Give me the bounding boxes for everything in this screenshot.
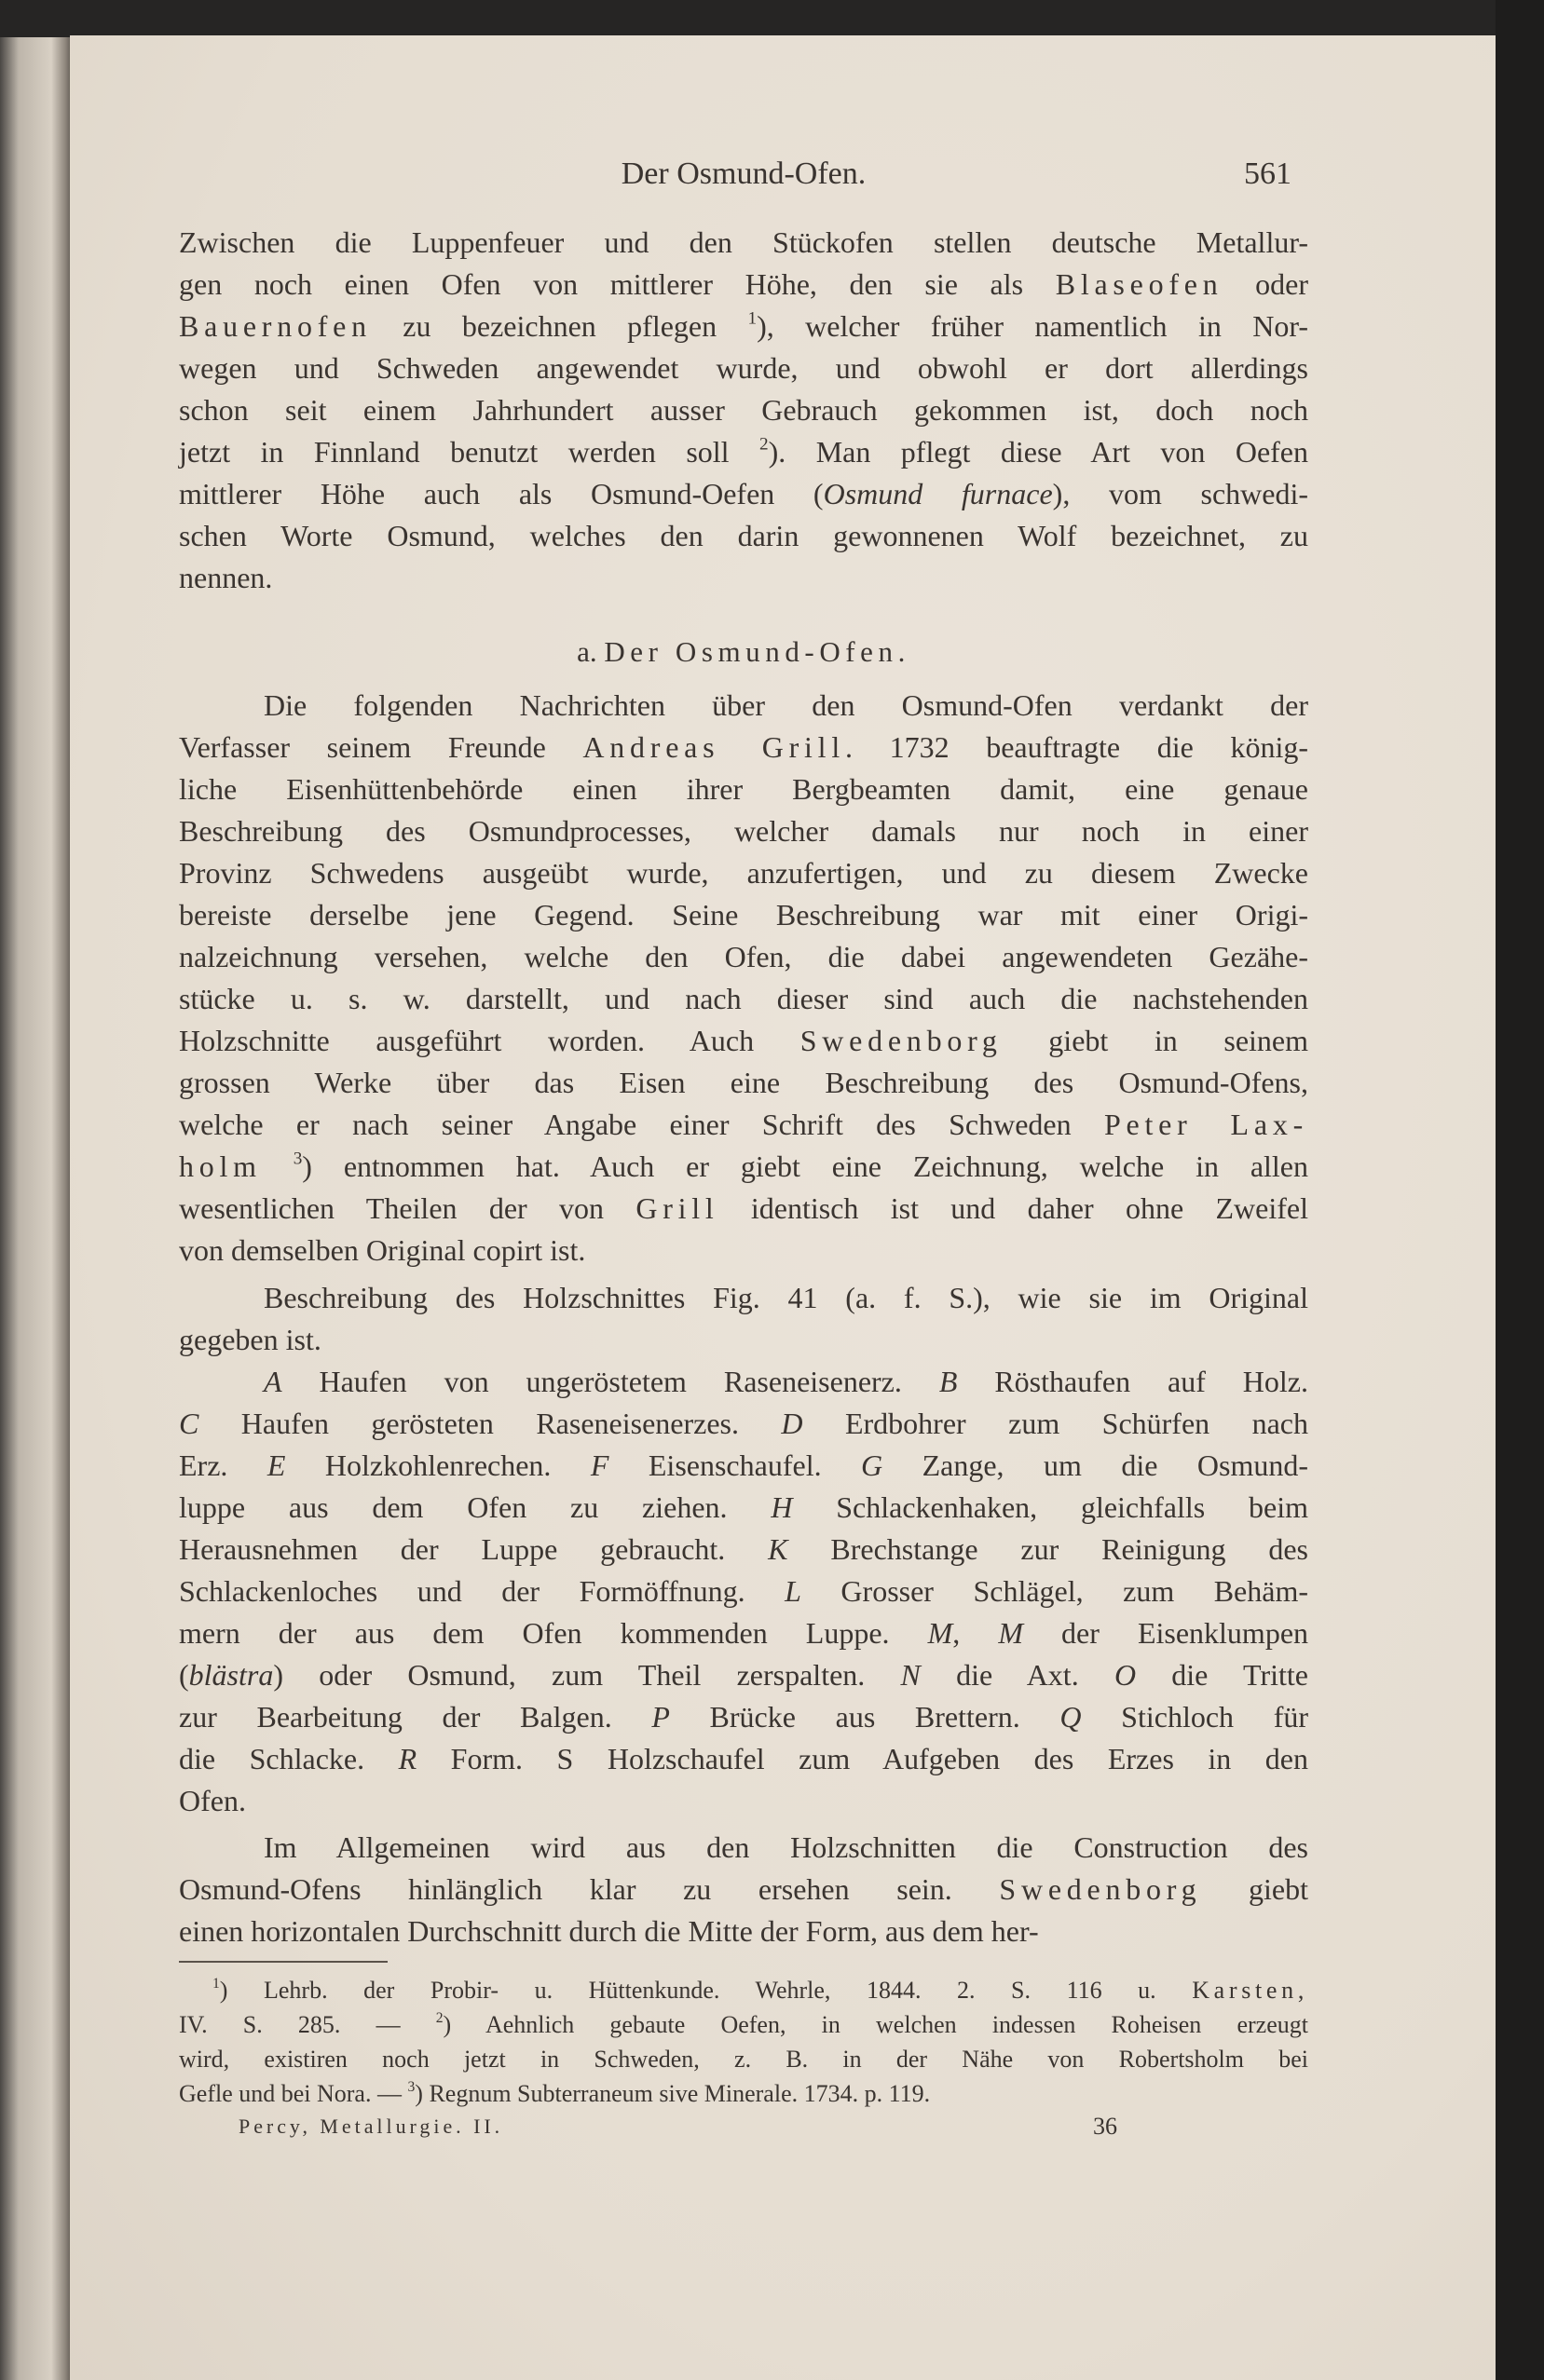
spaced-name: Karsten, (1192, 1977, 1308, 2004)
text-line (179, 685, 1308, 727)
text-run: gen noch einen Ofen von mittlerer Höhe, den sie als (179, 267, 1056, 301)
text-line (179, 852, 1308, 894)
section-prefix: a. (577, 635, 605, 668)
italic-run: D (781, 1407, 803, 1440)
text-run: Osmund-Ofens hinlänglich klar zu ersehen sein. (179, 1872, 1000, 1906)
text-run: Zange, um die Osmund- (882, 1448, 1308, 1482)
text-run: Beschreibung des Osmundprocesses, welcher damals nur noch in einer (179, 814, 1308, 848)
paragraph-construction (179, 1827, 1308, 1952)
text-line (179, 1612, 1308, 1654)
paragraph-figure-legend (179, 1361, 1308, 1822)
text-run: ( (179, 1658, 189, 1692)
italic-run: E (266, 1448, 286, 1482)
italic-run: L (785, 1574, 801, 1608)
text-line (179, 1319, 1308, 1361)
spaced-name: Bauernofen (179, 309, 372, 343)
text-run: wegen und Schweden angewendet wurde, und obwohl er dort allerdings (179, 351, 1308, 385)
text-run: ), welcher früher namentlich in Nor- (757, 309, 1309, 343)
text-run: Verfasser seinem Freunde (179, 730, 583, 764)
scan-top-edge (0, 0, 1544, 37)
spaced-name: holm (179, 1149, 262, 1183)
text-run: Stichloch für (1081, 1700, 1309, 1734)
text-run: der Eisenklumpen (1022, 1616, 1309, 1650)
italic-run: B (938, 1365, 958, 1398)
text-run: Erz. (179, 1448, 267, 1482)
text-run: ) Regnum Subterraneum sive Minerale. 1734. p. 119. (415, 2080, 931, 2107)
text-line (179, 1529, 1308, 1571)
text-run: Im Allgemeinen wird aus den Holzschnitten die Construction des (264, 1830, 1308, 1864)
text-run: schon seit einem Jahrhundert ausser Gebrauch gekommen ist, doch noch (179, 393, 1308, 427)
text-run: die Tritte (1136, 1658, 1309, 1692)
footnote-marker: 1 (212, 1976, 220, 1992)
text-run: von demselben Original copirt ist. (179, 1233, 586, 1267)
previous-page-edge (0, 37, 70, 2380)
text-run: mern der aus dem Ofen kommenden Luppe. (179, 1616, 928, 1650)
spaced-name: Swedenborg (799, 1024, 1003, 1057)
italic-run: G (861, 1448, 883, 1482)
text-run: schen Worte Osmund, welches den darin gewonnenen Wolf bezeichnet, zu (179, 519, 1308, 552)
italic-run: R (398, 1742, 417, 1775)
text-run: bereiste derselbe jene Gegend. Seine Beschreibung war mit einer Origi- (179, 898, 1308, 932)
sheet-number: 36 (1093, 2113, 1117, 2140)
footnote-line (179, 2042, 1308, 2076)
italic-run: Q (1059, 1700, 1082, 1734)
paragraph-figure-description (179, 1277, 1308, 1361)
text-run: Holzschnitte ausgeführt worden. Auch (179, 1024, 800, 1057)
text-line (179, 1911, 1308, 1952)
paragraph-sources (179, 685, 1308, 1272)
italic-run: C (179, 1407, 199, 1440)
text-run: luppe aus dem Ofen zu ziehen. (179, 1490, 772, 1524)
text-line (179, 1062, 1308, 1104)
footnote-line (179, 1973, 1308, 2007)
text-line (179, 1188, 1308, 1230)
text-run: Schlackenhaken, gleichfalls beim (792, 1490, 1309, 1524)
text-run: zu bezeichnen pflegen (371, 309, 748, 343)
text-line (179, 515, 1308, 557)
italic-run: A (264, 1365, 282, 1398)
text-run: ) entnommen hat. Auch er giebt eine Zeichnung, welche in allen (302, 1149, 1309, 1183)
text-run: liche Eisenhüttenbehörde einen ihrer Bergbeamten damit, eine genaue (179, 772, 1308, 806)
text-line (179, 264, 1308, 306)
footnote-marker: 2 (435, 2010, 444, 2027)
text-run: einen horizontalen Durchschnitt durch die Mitte der Form, aus dem her- (179, 1914, 1039, 1948)
text-line (179, 1869, 1308, 1911)
spaced-name: Blaseofen (1055, 267, 1223, 301)
text-run: ) Lehrb. der Probir- u. Hüttenkunde. Wehrle, 1844. 2. S. 116 u. (219, 1977, 1193, 2004)
text-line (179, 810, 1308, 852)
text-run: wesentlichen Theilen der von (179, 1191, 636, 1225)
spaced-name: Swedenborg (999, 1872, 1202, 1906)
text-run: gegeben ist. (179, 1323, 321, 1356)
text-run: ) oder Osmund, zum Theil zerspalten. (273, 1658, 901, 1692)
text-run: Haufen gerösteten Raseneisenerzes. (198, 1407, 782, 1440)
running-header (179, 156, 1308, 198)
spaced-name: Grill (635, 1191, 719, 1225)
text-run: welche er nach seiner Angabe einer Schrift des Schweden (179, 1108, 1104, 1141)
italic-run: Osmund furnace (823, 477, 1053, 510)
footnote-rule (179, 1961, 388, 1963)
italic-run: N (900, 1658, 921, 1692)
text-line (179, 1403, 1308, 1445)
paragraph-intro (179, 222, 1308, 599)
text-run: oder (1223, 267, 1309, 301)
text-run: . 1732 beauftragte die könig- (844, 730, 1308, 764)
scan-right-edge (1496, 0, 1544, 2380)
text-run: Brücke aus Brettern. (669, 1700, 1060, 1734)
text-run: Haufen von ungeröstetem Raseneisenerz. (281, 1365, 939, 1398)
text-line (179, 1696, 1308, 1738)
italic-run: K (768, 1532, 788, 1566)
text-run: Beschreibung des Holzschnittes Fig. 41 (a. f. S.), wie sie im Original (264, 1281, 1308, 1314)
text-run: Brechstange zur Reinigung des (787, 1532, 1308, 1566)
text-run (262, 1149, 294, 1183)
footnote-marker: 3 (407, 2079, 416, 2096)
text-run: ) Aehnlich gebaute Oefen, in welchen indessen Roheisen erzeugt (443, 2011, 1308, 2038)
section-title: Der Osmund-Ofen. (604, 635, 910, 668)
text-line (179, 1487, 1308, 1529)
text-line (179, 1571, 1308, 1612)
text-line (179, 431, 1308, 473)
text-line (179, 936, 1308, 978)
text-line (179, 1104, 1308, 1146)
text-line (179, 1827, 1308, 1869)
footnotes (179, 1973, 1308, 2111)
text-line (179, 222, 1308, 264)
section-heading (179, 631, 1308, 673)
spaced-name: Peter Lax- (1103, 1108, 1308, 1141)
spaced-name: Andreas Grill (582, 730, 845, 764)
footnote-line (179, 2007, 1308, 2042)
italic-run: P (651, 1700, 670, 1734)
footer-signature: Percy, Metallurgie. II. (239, 2115, 504, 2138)
text-line (179, 1361, 1308, 1403)
text-run: Eisenschaufel. (608, 1448, 862, 1482)
text-run: ). Man pflegt diese Art von Oefen (768, 435, 1309, 469)
text-line (179, 727, 1308, 768)
text-line (179, 1146, 1308, 1188)
italic-run: M (998, 1616, 1023, 1650)
italic-run: blästra (188, 1658, 274, 1692)
page-number: 561 (1244, 156, 1291, 191)
text-line (179, 1738, 1308, 1780)
text-line (179, 1780, 1308, 1822)
signature-line (239, 2115, 503, 2139)
text-run: Provinz Schwedens ausgeübt wurde, anzufertigen, und zu diesem Zwecke (179, 856, 1308, 890)
footnote-marker: 3 (293, 1149, 303, 1169)
text-line (179, 978, 1308, 1020)
text-line (179, 473, 1308, 515)
text-run: Ofen. (179, 1784, 246, 1817)
running-title: Der Osmund-Ofen. (621, 156, 867, 191)
text-line (179, 1230, 1308, 1272)
text-run: Schlackenloches und der Formöffnung. (179, 1574, 786, 1608)
text-run: IV. S. 285. — (179, 2011, 436, 2038)
text-run: Erdbohrer zum Schürfen nach (802, 1407, 1308, 1440)
text-run: nalzeichnung versehen, welche den Ofen, die dabei angewendeten Gezähe- (179, 940, 1308, 973)
text-run: Die folgenden Nachrichten über den Osmund-Ofen verdankt der (264, 688, 1308, 722)
text-run: zur Bearbeitung der Balgen. (179, 1700, 652, 1734)
text-line (179, 557, 1308, 599)
text-line (179, 1277, 1308, 1319)
text-run: giebt in seinem (1002, 1024, 1309, 1057)
text-run: , (952, 1616, 999, 1650)
text-line (179, 347, 1308, 389)
text-run: stücke u. s. w. darstellt, und nach dieser sind auch die nachstehenden (179, 982, 1308, 1015)
italic-run: O (1114, 1658, 1137, 1692)
text-run: die Axt. (920, 1658, 1114, 1692)
text-line (179, 1020, 1308, 1062)
text-run: identisch ist und daher ohne Zweifel (718, 1191, 1309, 1225)
italic-run: F (590, 1448, 609, 1482)
text-line (179, 894, 1308, 936)
text-run: nennen. (179, 561, 273, 594)
text-run: Rösthaufen auf Holz. (957, 1365, 1309, 1398)
footnote-line (179, 2076, 1308, 2111)
text-run: Zwischen die Luppenfeuer und den Stückofen stellen deutsche Metallur- (179, 225, 1308, 259)
text-run: die Schlacke. (179, 1742, 399, 1775)
text-run: ), vom schwedi- (1052, 477, 1309, 510)
italic-run: M (927, 1616, 953, 1650)
italic-run: H (771, 1490, 793, 1524)
text-line (179, 389, 1308, 431)
text-run: giebt (1201, 1872, 1309, 1906)
text-run: wird, existiren noch jetzt in Schweden, z. B. in der Nähe von Robertsholm bei (179, 2046, 1308, 2073)
text-run: Holzkohlenrechen. (285, 1448, 591, 1482)
text-run: Gefle und bei Nora. — (179, 2080, 408, 2107)
text-line (179, 306, 1308, 347)
text-run: grossen Werke über das Eisen eine Beschreibung des Osmund-Ofens, (179, 1066, 1308, 1099)
text-run: mittlerer Höhe auch als Osmund-Oefen ( (179, 477, 824, 510)
text-line (179, 1654, 1308, 1696)
footnote-marker: 1 (747, 308, 758, 329)
text-run: Grosser Schlägel, zum Behäm- (800, 1574, 1308, 1608)
text-run: Herausnehmen der Luppe gebraucht. (179, 1532, 769, 1566)
text-run: jetzt in Finnland benutzt werden soll (179, 435, 759, 469)
text-line (179, 1445, 1308, 1487)
footnote-marker: 2 (759, 434, 769, 455)
text-line (179, 768, 1308, 810)
text-run: Form. S Holzschaufel zum Aufgeben des Erzes in den (417, 1742, 1309, 1775)
